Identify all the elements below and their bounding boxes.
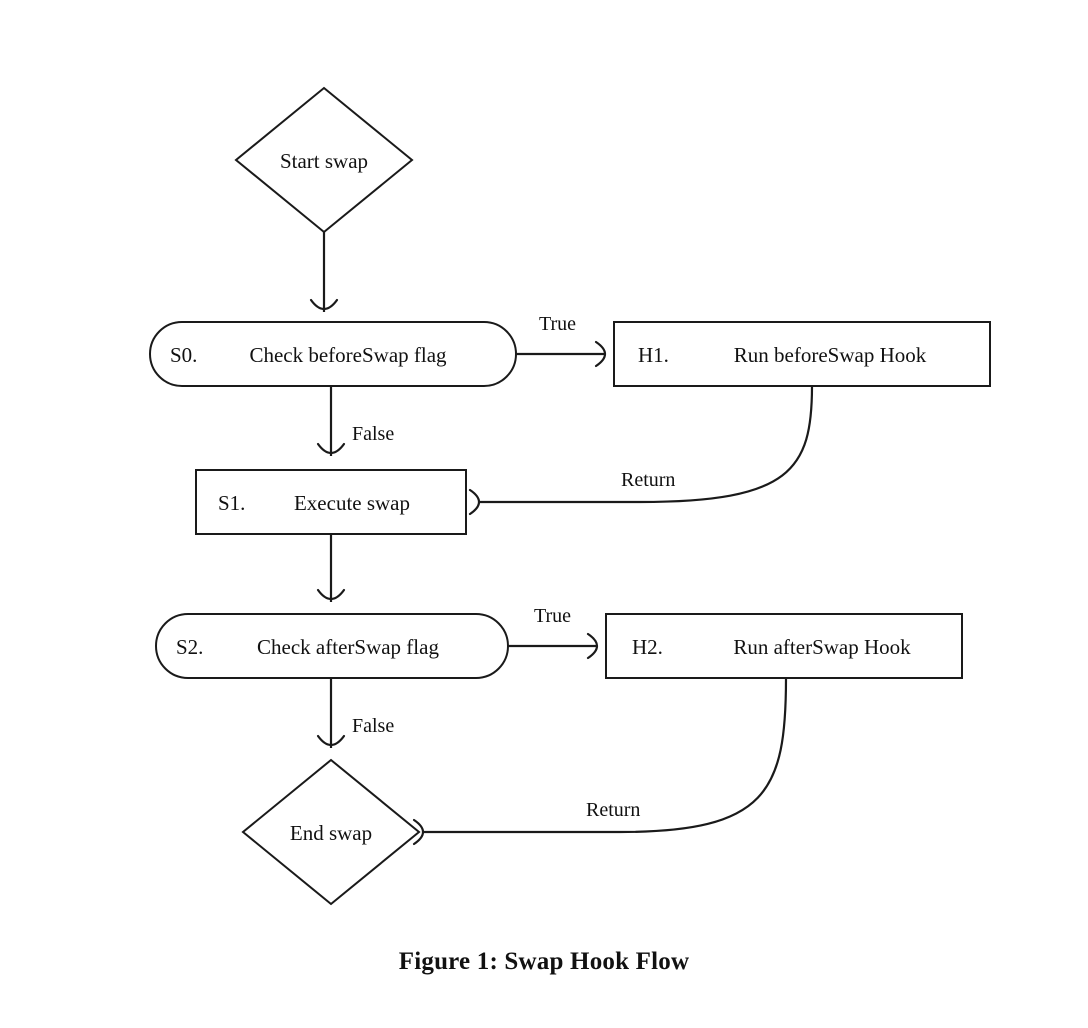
node-h1-label: Run beforeSwap Hook	[733, 343, 927, 367]
node-s1-id: S1.	[218, 491, 246, 515]
node-h2-run-afterswap-hook[interactable]	[606, 614, 962, 678]
edge-h1-to-s1	[470, 386, 812, 514]
edge-s0-to-h1	[516, 313, 606, 366]
node-h2-id: H2.	[632, 635, 663, 659]
edge-s2-to-end	[318, 678, 394, 748]
node-h1-run-beforeswap-hook[interactable]	[614, 322, 990, 386]
edge-s2-to-h2	[508, 605, 598, 658]
edge-s0-to-s1	[318, 382, 394, 456]
node-s1-label: Execute swap	[293, 491, 411, 515]
node-s0-check-beforeswap-flag[interactable]	[150, 322, 516, 386]
edge-label-return-1: Return	[621, 469, 676, 491]
node-s1-execute-swap[interactable]	[196, 470, 466, 534]
edge-h2-to-end	[414, 678, 786, 844]
node-h1-id: H1.	[638, 343, 669, 367]
edge-label-true-2: True	[534, 605, 572, 627]
node-s2-check-afterswap-flag[interactable]	[156, 614, 508, 678]
node-h2-label: Run afterSwap Hook	[733, 635, 911, 659]
node-s2-label: Check afterSwap flag	[257, 635, 439, 659]
edge-start-to-s0	[311, 232, 337, 312]
node-end-swap[interactable]	[243, 760, 419, 904]
node-s0-id: S0.	[170, 343, 198, 367]
edge-s1-to-s2	[318, 534, 344, 602]
edge-label-false-2: False	[352, 715, 395, 737]
edge-label-return-2: Return	[586, 799, 641, 821]
edge-label-false-1: False	[352, 423, 395, 445]
node-end-swap-label: End swap	[289, 821, 373, 845]
node-s0-label: Check beforeSwap flag	[249, 343, 447, 367]
node-start-swap-label: Start swap	[279, 149, 369, 173]
figure-caption: Figure 1: Swap Hook Flow	[398, 948, 690, 975]
node-start-swap[interactable]	[236, 88, 412, 232]
node-s2-id: S2.	[176, 635, 204, 659]
edge-label-true-1: True	[539, 313, 577, 335]
